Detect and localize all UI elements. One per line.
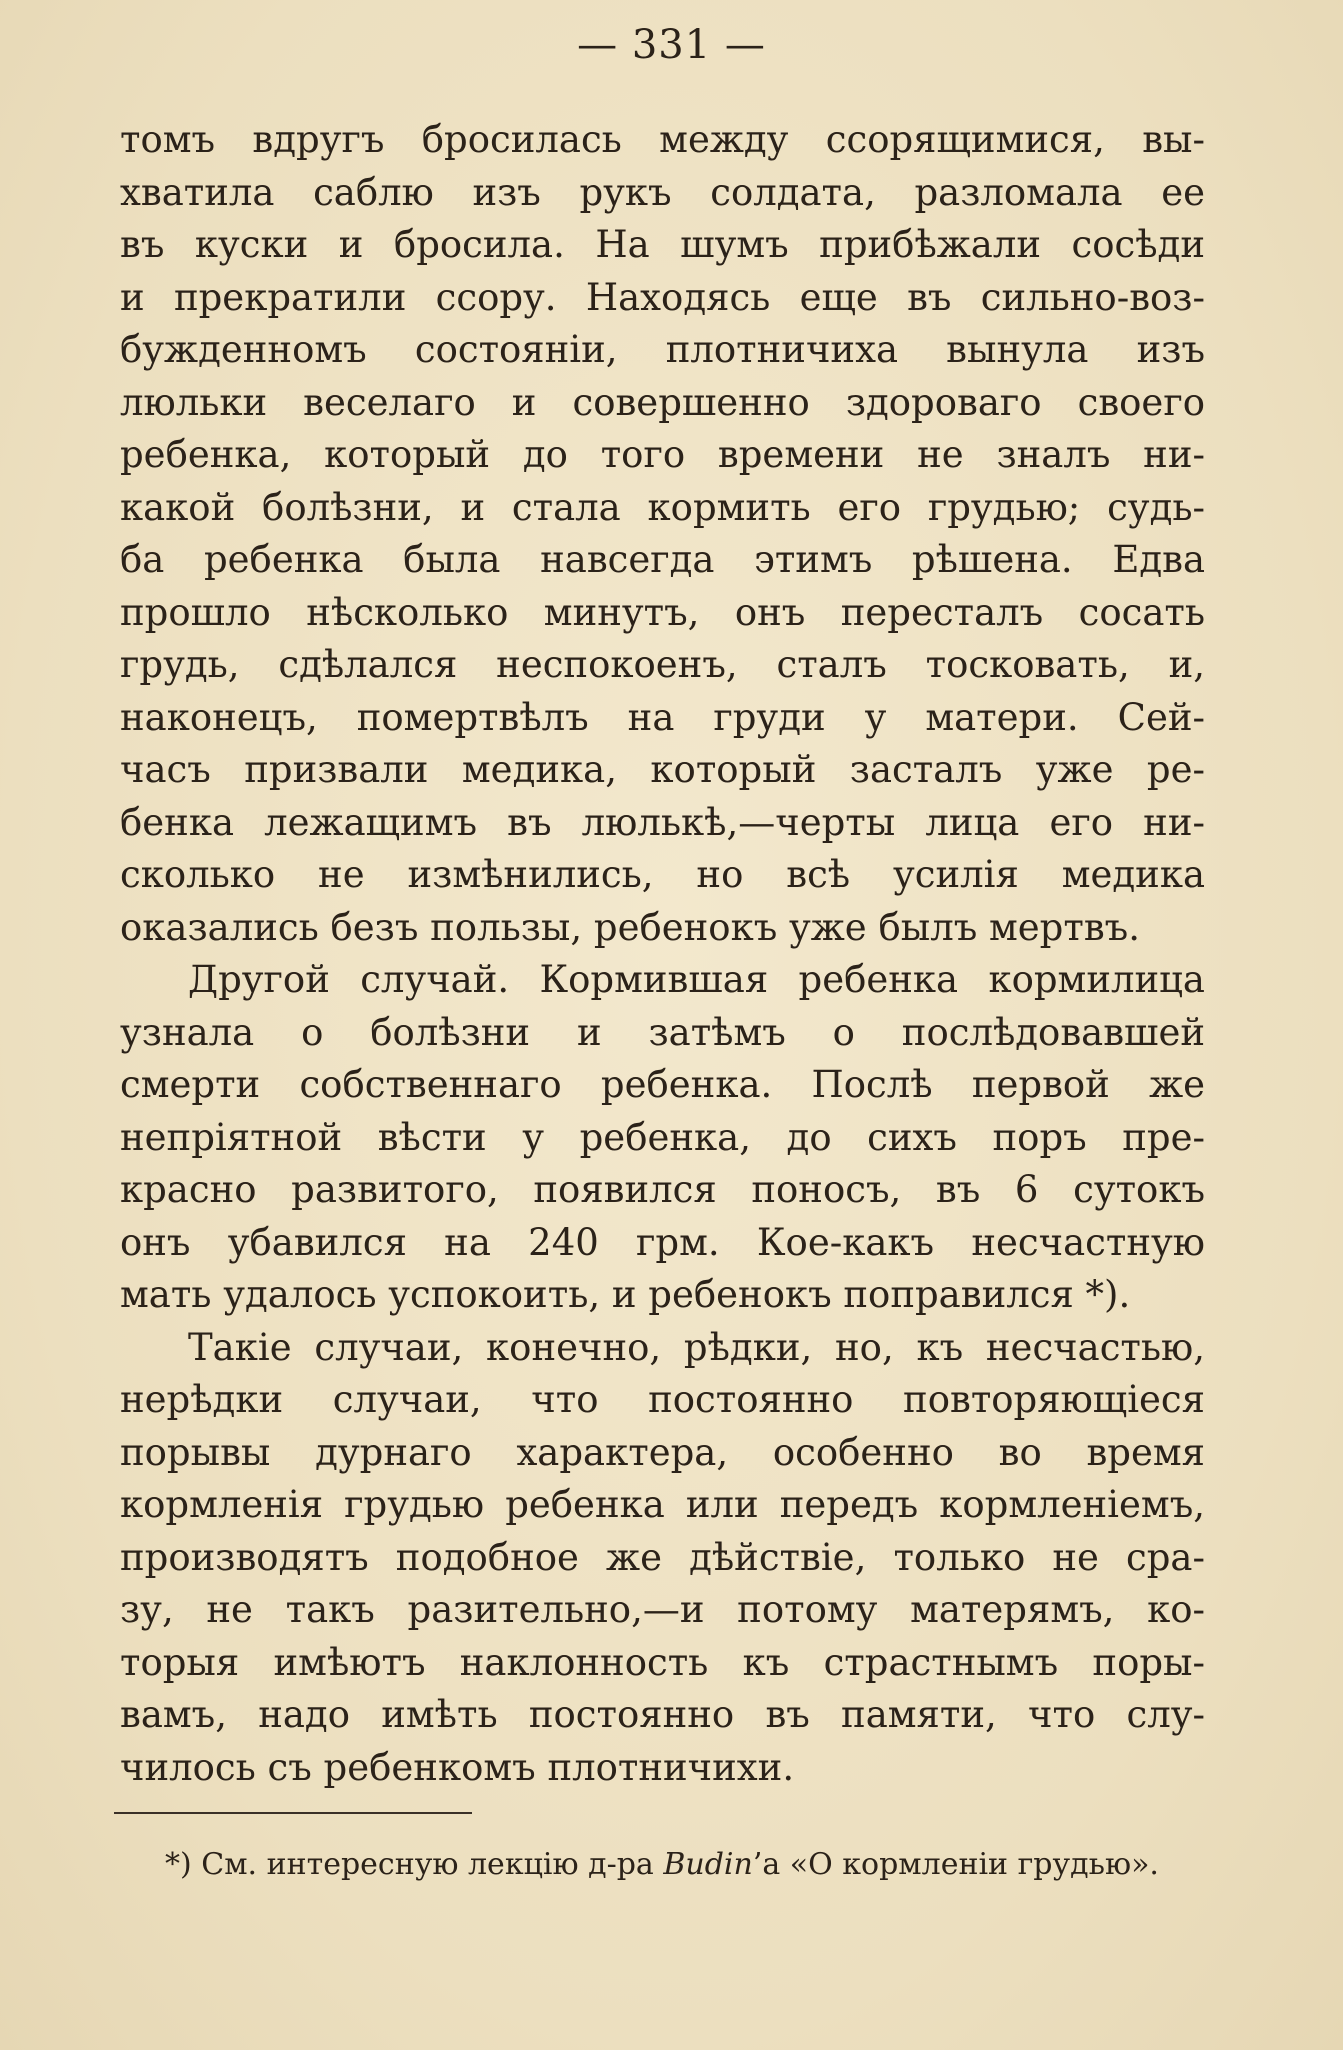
text-line: сколько не измѣнились, но всѣ усилія медика	[120, 853, 1205, 896]
body-text	[120, 114, 1205, 1794]
text-line: нерѣдки случаи, что постоянно повторяющіеся	[120, 1378, 1205, 1421]
footnote-suffix: ’а «О кормленіи грудью».	[752, 1847, 1159, 1882]
text-line: какой болѣзни, и стала кормить его грудью; судь-	[120, 485, 1205, 529]
text-line: смерти собственнаго ребенка. Послѣ первой же	[120, 1063, 1205, 1106]
text-line: грудь, сдѣлался неспокоенъ, сталъ тосковать, и,	[120, 643, 1205, 686]
text-line: порывы дурнаго характера, особенно во время	[120, 1430, 1205, 1474]
text-line: въ куски и бросила. На шумъ прибѣжали сосѣди	[120, 223, 1205, 266]
text-line: чилось съ ребенкомъ плотничихи.	[120, 1745, 795, 1789]
text-line: зу, не такъ разительно,—и потому матерямъ, ко-	[120, 1588, 1205, 1631]
text-line: торыя имѣютъ наклонность къ страстнымъ поры-	[120, 1640, 1205, 1684]
page-number: — 331 —	[577, 22, 766, 68]
text-line: онъ убавился на 240 грм. Кое-какъ несчастную	[120, 1220, 1205, 1264]
text-line: томъ вдругъ бросилась между ссорящимися, вы-	[120, 118, 1205, 161]
footnote-author: Budin	[663, 1847, 753, 1882]
text-line: бенка лежащимъ въ люлькѣ,—черты лица его ни-	[120, 800, 1205, 844]
text-line: вамъ, надо имѣть постоянно въ памяти, что слу-	[120, 1693, 1205, 1736]
text-line: Другой случай. Кормившая ребенка кормилица	[188, 958, 1205, 1001]
text-line: люльки веселаго и совершенно здороваго своего	[120, 380, 1205, 424]
text-line: узнала о болѣзни и затѣмъ о послѣдовавшей	[120, 1010, 1205, 1054]
text-line: бужденномъ состояніи, плотничиха вынула изъ	[120, 328, 1205, 371]
text-line: прошло нѣсколько минутъ, онъ пересталъ сосать	[120, 590, 1205, 634]
text-line: ба ребенка была навсегда этимъ рѣшена. Едва	[120, 538, 1205, 581]
text-line: оказались безъ пользы, ребенокъ уже былъ мертвъ.	[120, 905, 1140, 949]
text-line: мать удалось успокоить, и ребенокъ поправился *).	[120, 1273, 1131, 1316]
footnote-prefix: *) См. интересную лекцію д-ра	[165, 1847, 664, 1882]
text-line: производятъ подобное же дѣйствіе, только не сра-	[120, 1535, 1205, 1579]
text-line: часъ призвали медика, который засталъ уже ре-	[120, 748, 1205, 791]
text-line: ребенка, который до того времени не зналъ ни-	[120, 433, 1205, 476]
footnote	[165, 1845, 1210, 1885]
text-line: и прекратили ссору. Находясь еще въ сильно-воз-	[120, 275, 1205, 319]
text-line: кормленія грудью ребенка или передъ кормленіемъ,	[120, 1483, 1205, 1526]
text-line: Такіе случаи, конечно, рѣдки, но, къ несчастью,	[188, 1325, 1205, 1369]
text-line: непріятной вѣсти у ребенка, до сихъ поръ пре-	[120, 1115, 1205, 1159]
text-line: красно развитого, появился поносъ, въ 6 сутокъ	[120, 1168, 1205, 1211]
text-line: наконецъ, помертвѣлъ на груди у матери. Сей-	[120, 695, 1205, 739]
text-line: хватила саблю изъ рукъ солдата, разломала ее	[120, 170, 1205, 214]
footnote-divider	[114, 1812, 472, 1814]
